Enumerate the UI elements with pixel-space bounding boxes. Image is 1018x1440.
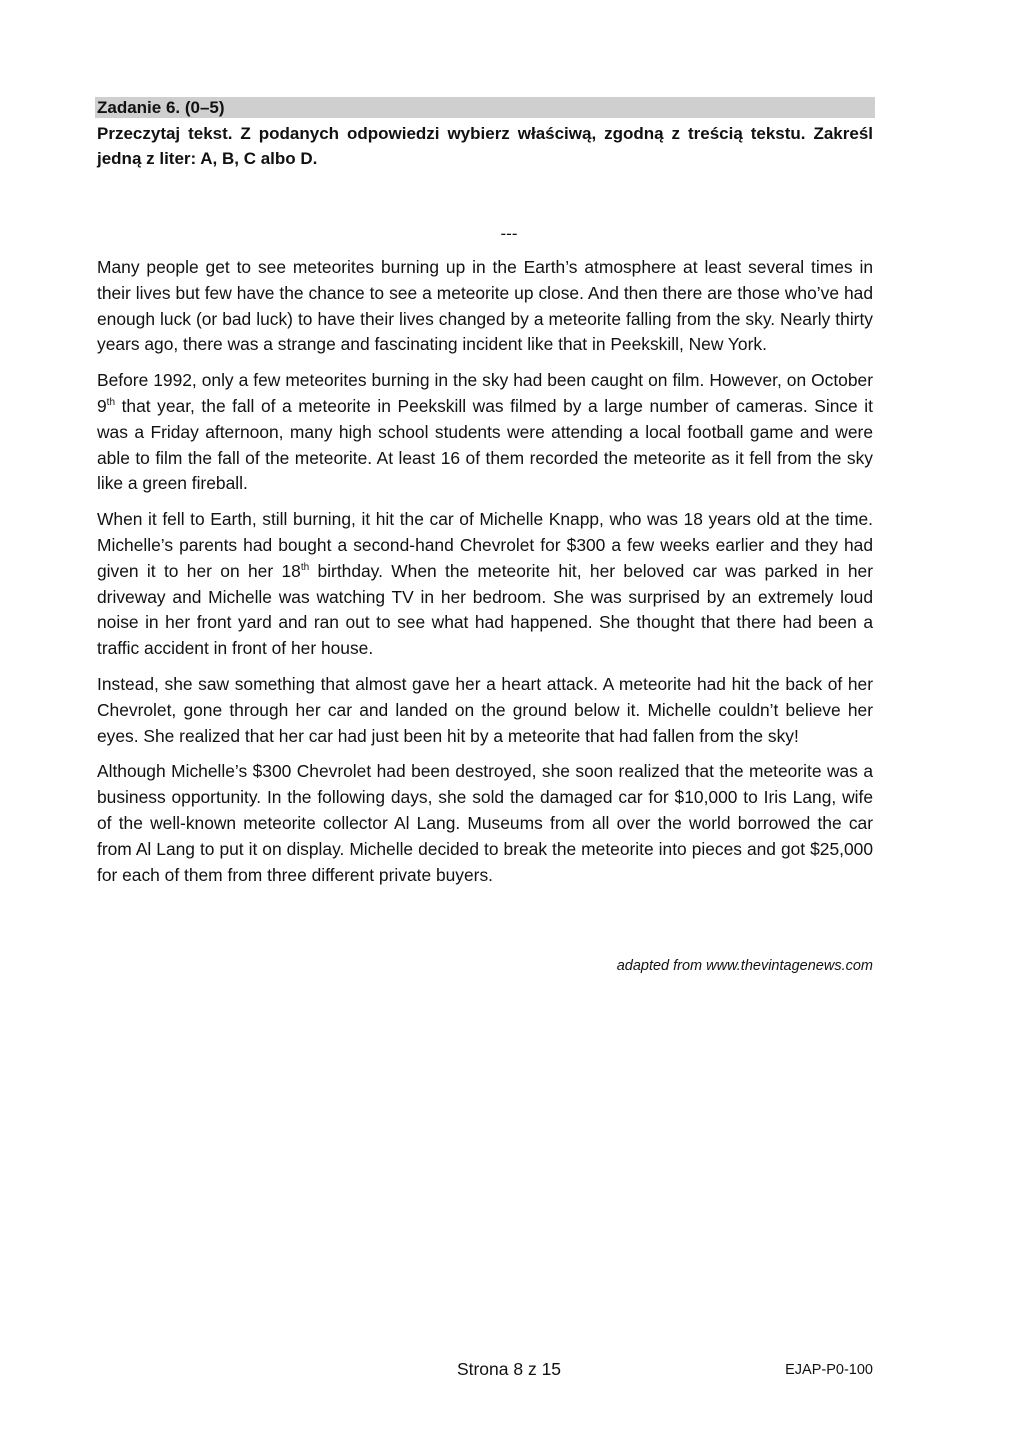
- exam-code: EJAP-P0-100: [785, 1362, 873, 1378]
- task-title: Zadanie 6. (0–5): [97, 98, 225, 117]
- separator: ---: [500, 224, 518, 243]
- paragraph-3-part-b: birthday. When the meteorite hit, her beloved car was parked in her driveway and Michelle was watching TV in her bedroom. She was surprised by an extremely loud noise in her front yard and ran out to see what had happened. She thought that there had been a traffic accident in front of her house.: [97, 560, 873, 659]
- page-number: Strona 8 z 15: [456, 1359, 562, 1379]
- article-paragraph-3: [97, 507, 873, 662]
- article-paragraph-5: Although Michelle’s $300 Chevrolet had been destroyed, she soon realized that the meteorite was a business opportunity. In the following days, she sold the damaged car for $10,000 to Iris Lang, wife of the well-known meteorite collector Al Lang. Museums from all over the world borrowed the car from Al Lang to put it on display. Michelle decided to break the meteorite into pieces and got $25,000 for each of them from three different private buyers.: [97, 761, 873, 885]
- source-attribution: adapted from www.thevintagenews.com: [616, 958, 873, 974]
- article-paragraph-4: Instead, she saw something that almost gave her a heart attack. A meteorite had hit the back of her Chevrolet, gone through her car and landed on the ground below it. Michelle couldn’t believe her eyes. She realized that her car had just been hit by a meteorite that had fallen from the sky!: [97, 673, 873, 746]
- article-text: [97, 255, 873, 898]
- paragraph-2-part-b: that year, the fall of a meteorite in Peekskill was filmed by a large number of cameras. Since it was a Friday afternoon, many high school students were attending a local football game and were able to film the fall of the meteorite. At least 16 of them recorded the meteorite as it fell from the sky like a green fireball.: [97, 395, 873, 494]
- ordinal-suffix: th: [106, 397, 116, 409]
- article-paragraph-1: Many people get to see meteorites burning up in the Earth’s atmosphere at least several times in their lives but few have the chance to see a meteorite up close. And then there are those who’ve had enough luck (or bad luck) to have their lives changed by a meteorite falling from the sky. Nearly thirty years ago, there was a strange and fascinating incident like that in Peekskill, New York.: [97, 257, 873, 355]
- ordinal-suffix: th: [300, 561, 310, 573]
- paragraph-3-part-a: When it fell to Earth, still burning, it hit the car of Michelle Knapp, who was 18 years old at the time. Michelle’s parents had bought a second-hand Chevrolet for $300 a few weeks earlier and they had given it to her on her 18: [97, 509, 873, 581]
- task-instruction: Przeczytaj tekst. Z podanych odpowiedzi wybierz właściwą, zgodną z treścią tekstu. Zakreśl jedną z liter: A, B, C albo D.: [97, 124, 873, 168]
- task-header-bar: [95, 97, 875, 118]
- paragraph-2-part-a: Before 1992, only a few meteorites burning in the sky had been caught on film. However, on October 9: [97, 370, 873, 416]
- article-paragraph-2: [97, 368, 873, 497]
